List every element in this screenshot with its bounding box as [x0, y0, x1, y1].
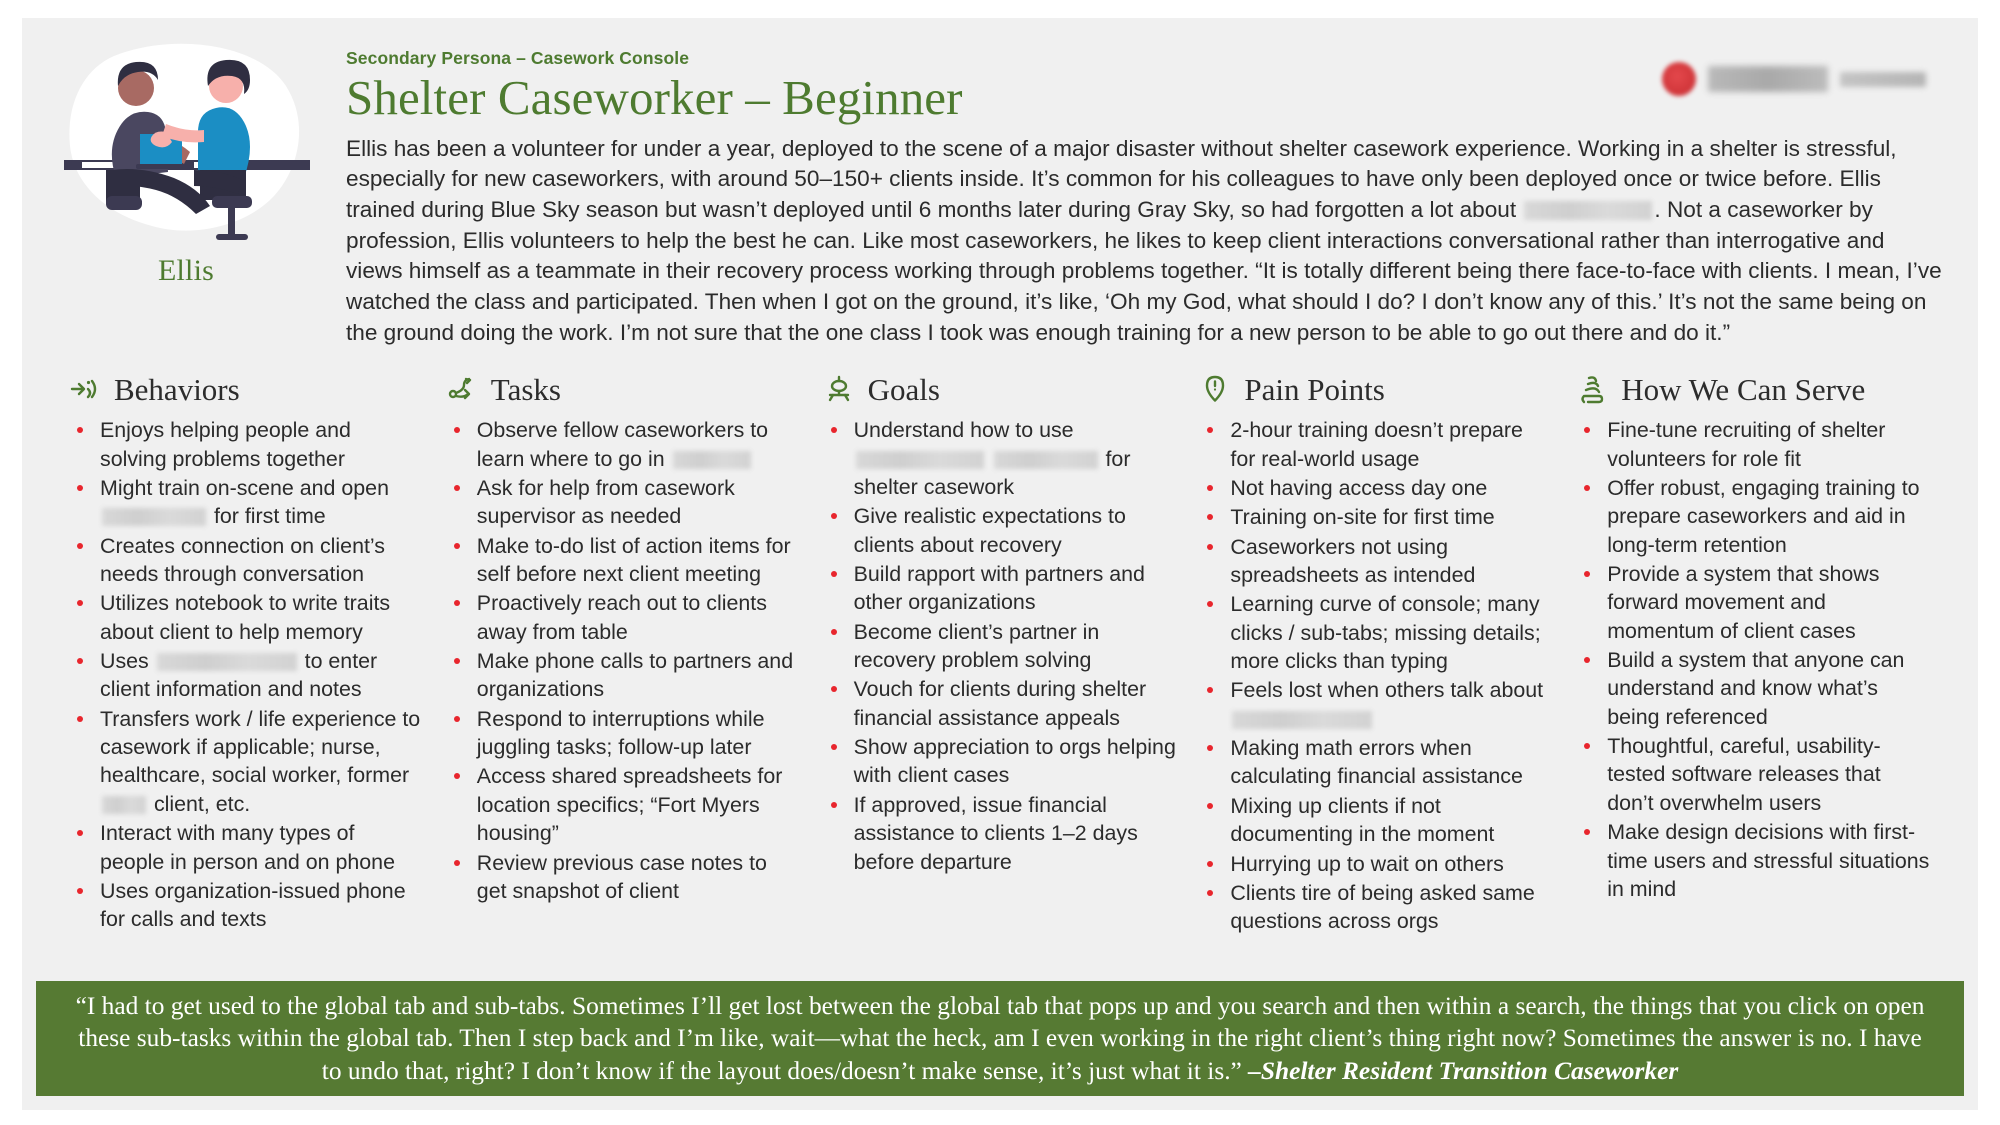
list-item: Become client’s partner in recovery problem solving: [822, 618, 1177, 675]
quote-body: “I had to get used to the global tab and sub-tabs. Sometimes I’ll get lost between the global tab that pops up and you search and then within a search, the things that you click on open these sub-tasks within the global tab. Then I step back and I’m like, wait—what the heck, am I even working in the right client’s thing right now? Sometimes the answer is no. I have to undo that, right? I don’t know if the layout does/doesn’t make sense, it’s just what it is.”: [75, 991, 1925, 1085]
list-item: Vouch for clients during shelter financial assistance appeals: [822, 675, 1177, 732]
persona-eyebrow: Secondary Persona – Casework Console: [346, 48, 690, 68]
redacted-text: [673, 451, 751, 469]
list-item: Respond to interruptions while juggling tasks; follow-up later: [445, 705, 800, 762]
persona-identity: [36, 32, 336, 288]
bullet-list: [1198, 416, 1553, 935]
column-title: Goals: [867, 371, 940, 407]
redacted-text: [157, 653, 297, 671]
column-title: Behaviors: [114, 371, 240, 407]
list-item: Thoughtful, careful, usability-tested software releases that don’t overwhelm users: [1575, 732, 1930, 817]
list-item: Make phone calls to partners and organizations: [445, 647, 800, 704]
list-item: Fine-tune recruiting of shelter volunteers for role fit: [1575, 416, 1930, 473]
list-item: Training on-site for first time: [1198, 503, 1553, 531]
column-header: [1198, 372, 1553, 406]
persona-columns: [22, 348, 1978, 936]
list-item: If approved, issue financial assistance to clients 1–2 days before departure: [822, 791, 1177, 876]
logo-wordmark: [1708, 66, 1828, 92]
redacted-text: [102, 508, 206, 526]
list-item: Might train on-scene and open for first time: [68, 474, 423, 531]
list-item: Build a system that anyone can understand and know what’s being referenced: [1575, 646, 1930, 731]
logo-subtext: [1840, 72, 1926, 87]
list-item: Learning curve of console; many clicks / sub-tabs; missing details; more clicks than typing: [1198, 590, 1553, 675]
list-item: Uses to enter client information and notes: [68, 647, 423, 704]
column-tasks: [445, 372, 822, 936]
column-header: [822, 372, 1177, 406]
bullet-list: [1575, 416, 1930, 903]
list-item: Enjoys helping people and solving problems together: [68, 416, 423, 473]
pull-quote-banner: [36, 981, 1964, 1096]
target-goal-icon: [822, 372, 856, 406]
list-item: Make to-do list of action items for self before next client meeting: [445, 532, 800, 589]
list-item: Understand how to use for shelter casework: [822, 416, 1177, 501]
persona-intro-paragraph: Ellis has been a volunteer for under a year, deployed to the scene of a major disaster without shelter casework experience. Working in a shelter is stressful, especially for new caseworkers, with around 50–150+ clients inside. It’s common for his colleagues to have only been deployed once or twice before. Ellis trained during Blue Sky season but wasn’t deployed until 6 months later during Gray Sky, so had forgotten a lot about . Not a caseworker by profession, Ellis volunteers to help the best he can. Like most caseworkers, he likes to keep client interactions conversational rather than interrogative and views himself as a teammate in their recovery process working through problems together. “It is totally different being there face-to-face with clients. I mean, I’ve watched the class and participated. Then when I got on the ground, it’s like, ‘Oh my God, what should I do? I don’t know any of this.’ It’s not the same being on the ground doing the work. I’m not sure that the one class I took was enough training for a new person to be able to go out there and do it.”: [346, 135, 1942, 345]
list-item: Creates connection on client’s needs through conversation: [68, 532, 423, 589]
column-title: How We Can Serve: [1621, 371, 1866, 407]
list-item: Caseworkers not using spreadsheets as intended: [1198, 533, 1553, 590]
list-item: Build rapport with partners and other organizations: [822, 560, 1177, 617]
logo-mark-icon: [1662, 62, 1696, 96]
list-item: Transfers work / life experience to casework if applicable; nurse, healthcare, social worker, former client, etc.: [68, 705, 423, 818]
pull-quote-text: [66, 990, 1934, 1088]
list-item: Uses organization-issued phone for calls and texts: [68, 877, 423, 934]
column-header: [1575, 372, 1930, 406]
list-item: Clients tire of being asked same questions across orgs: [1198, 879, 1553, 936]
bullet-list: [445, 416, 800, 905]
list-item: Hurrying up to wait on others: [1198, 850, 1553, 878]
list-item: Making math errors when calculating financial assistance: [1198, 734, 1553, 791]
column-pain-points: [1198, 372, 1575, 936]
persona-card: [22, 18, 1978, 1110]
list-item: Provide a system that shows forward movement and momentum of client cases: [1575, 560, 1930, 645]
column-header: [445, 372, 800, 406]
two-people-at-table-with-laptop-illustration: [54, 38, 319, 248]
persona-name: Ellis: [157, 254, 214, 287]
list-item: Feels lost when others talk about: [1198, 676, 1553, 733]
column-title: Tasks: [490, 371, 561, 407]
column-goals: [822, 372, 1199, 936]
arrow-into-brackets-icon: [68, 372, 102, 406]
column-how-we-can-serve: [1575, 372, 1952, 936]
list-item: Interact with many types of people in person and on phone: [68, 819, 423, 876]
redacted-text: [1232, 711, 1372, 729]
quote-attribution: –Shelter Resident Transition Caseworker: [1248, 1056, 1679, 1085]
redacted-text: [102, 796, 146, 814]
list-item: Review previous case notes to get snapshot of client: [445, 849, 800, 906]
list-item: Utilizes notebook to write traits about client to help memory: [68, 589, 423, 646]
list-item: Show appreciation to orgs helping with client cases: [822, 733, 1177, 790]
column-title: Pain Points: [1244, 371, 1385, 407]
column-behaviors: [68, 372, 445, 936]
list-item: Offer robust, engaging training to prepare caseworkers and aid in long-term retention: [1575, 474, 1930, 559]
list-item: Give realistic expectations to clients about recovery: [822, 502, 1177, 559]
bullet-list: [68, 416, 423, 933]
page-title: Shelter Caseworker – Beginner: [346, 70, 963, 125]
list-item: Access shared spreadsheets for location specifics; “Fort Myers housing”: [445, 762, 800, 847]
column-header: [68, 372, 423, 406]
list-item: 2-hour training doesn’t prepare for real-world usage: [1198, 416, 1553, 473]
list-item: Mixing up clients if not documenting in the moment: [1198, 792, 1553, 849]
list-item: Observe fellow caseworkers to learn where to go in: [445, 416, 800, 473]
strategy-path-icon: [445, 372, 479, 406]
redacted-text: [1524, 201, 1652, 220]
organization-logo: [1662, 62, 1926, 96]
persona-header: [22, 18, 1978, 348]
redacted-text: [994, 451, 1098, 469]
list-item: Make design decisions with first-time users and stressful situations in mind: [1575, 818, 1930, 903]
helping-hands-icon: [1575, 372, 1609, 406]
bullet-list: [822, 416, 1177, 876]
list-item: Proactively reach out to clients away from table: [445, 589, 800, 646]
redacted-text: [856, 451, 984, 469]
pin-exclamation-icon: [1198, 372, 1232, 406]
list-item: Not having access day one: [1198, 474, 1553, 502]
list-item: Ask for help from casework supervisor as needed: [445, 474, 800, 531]
